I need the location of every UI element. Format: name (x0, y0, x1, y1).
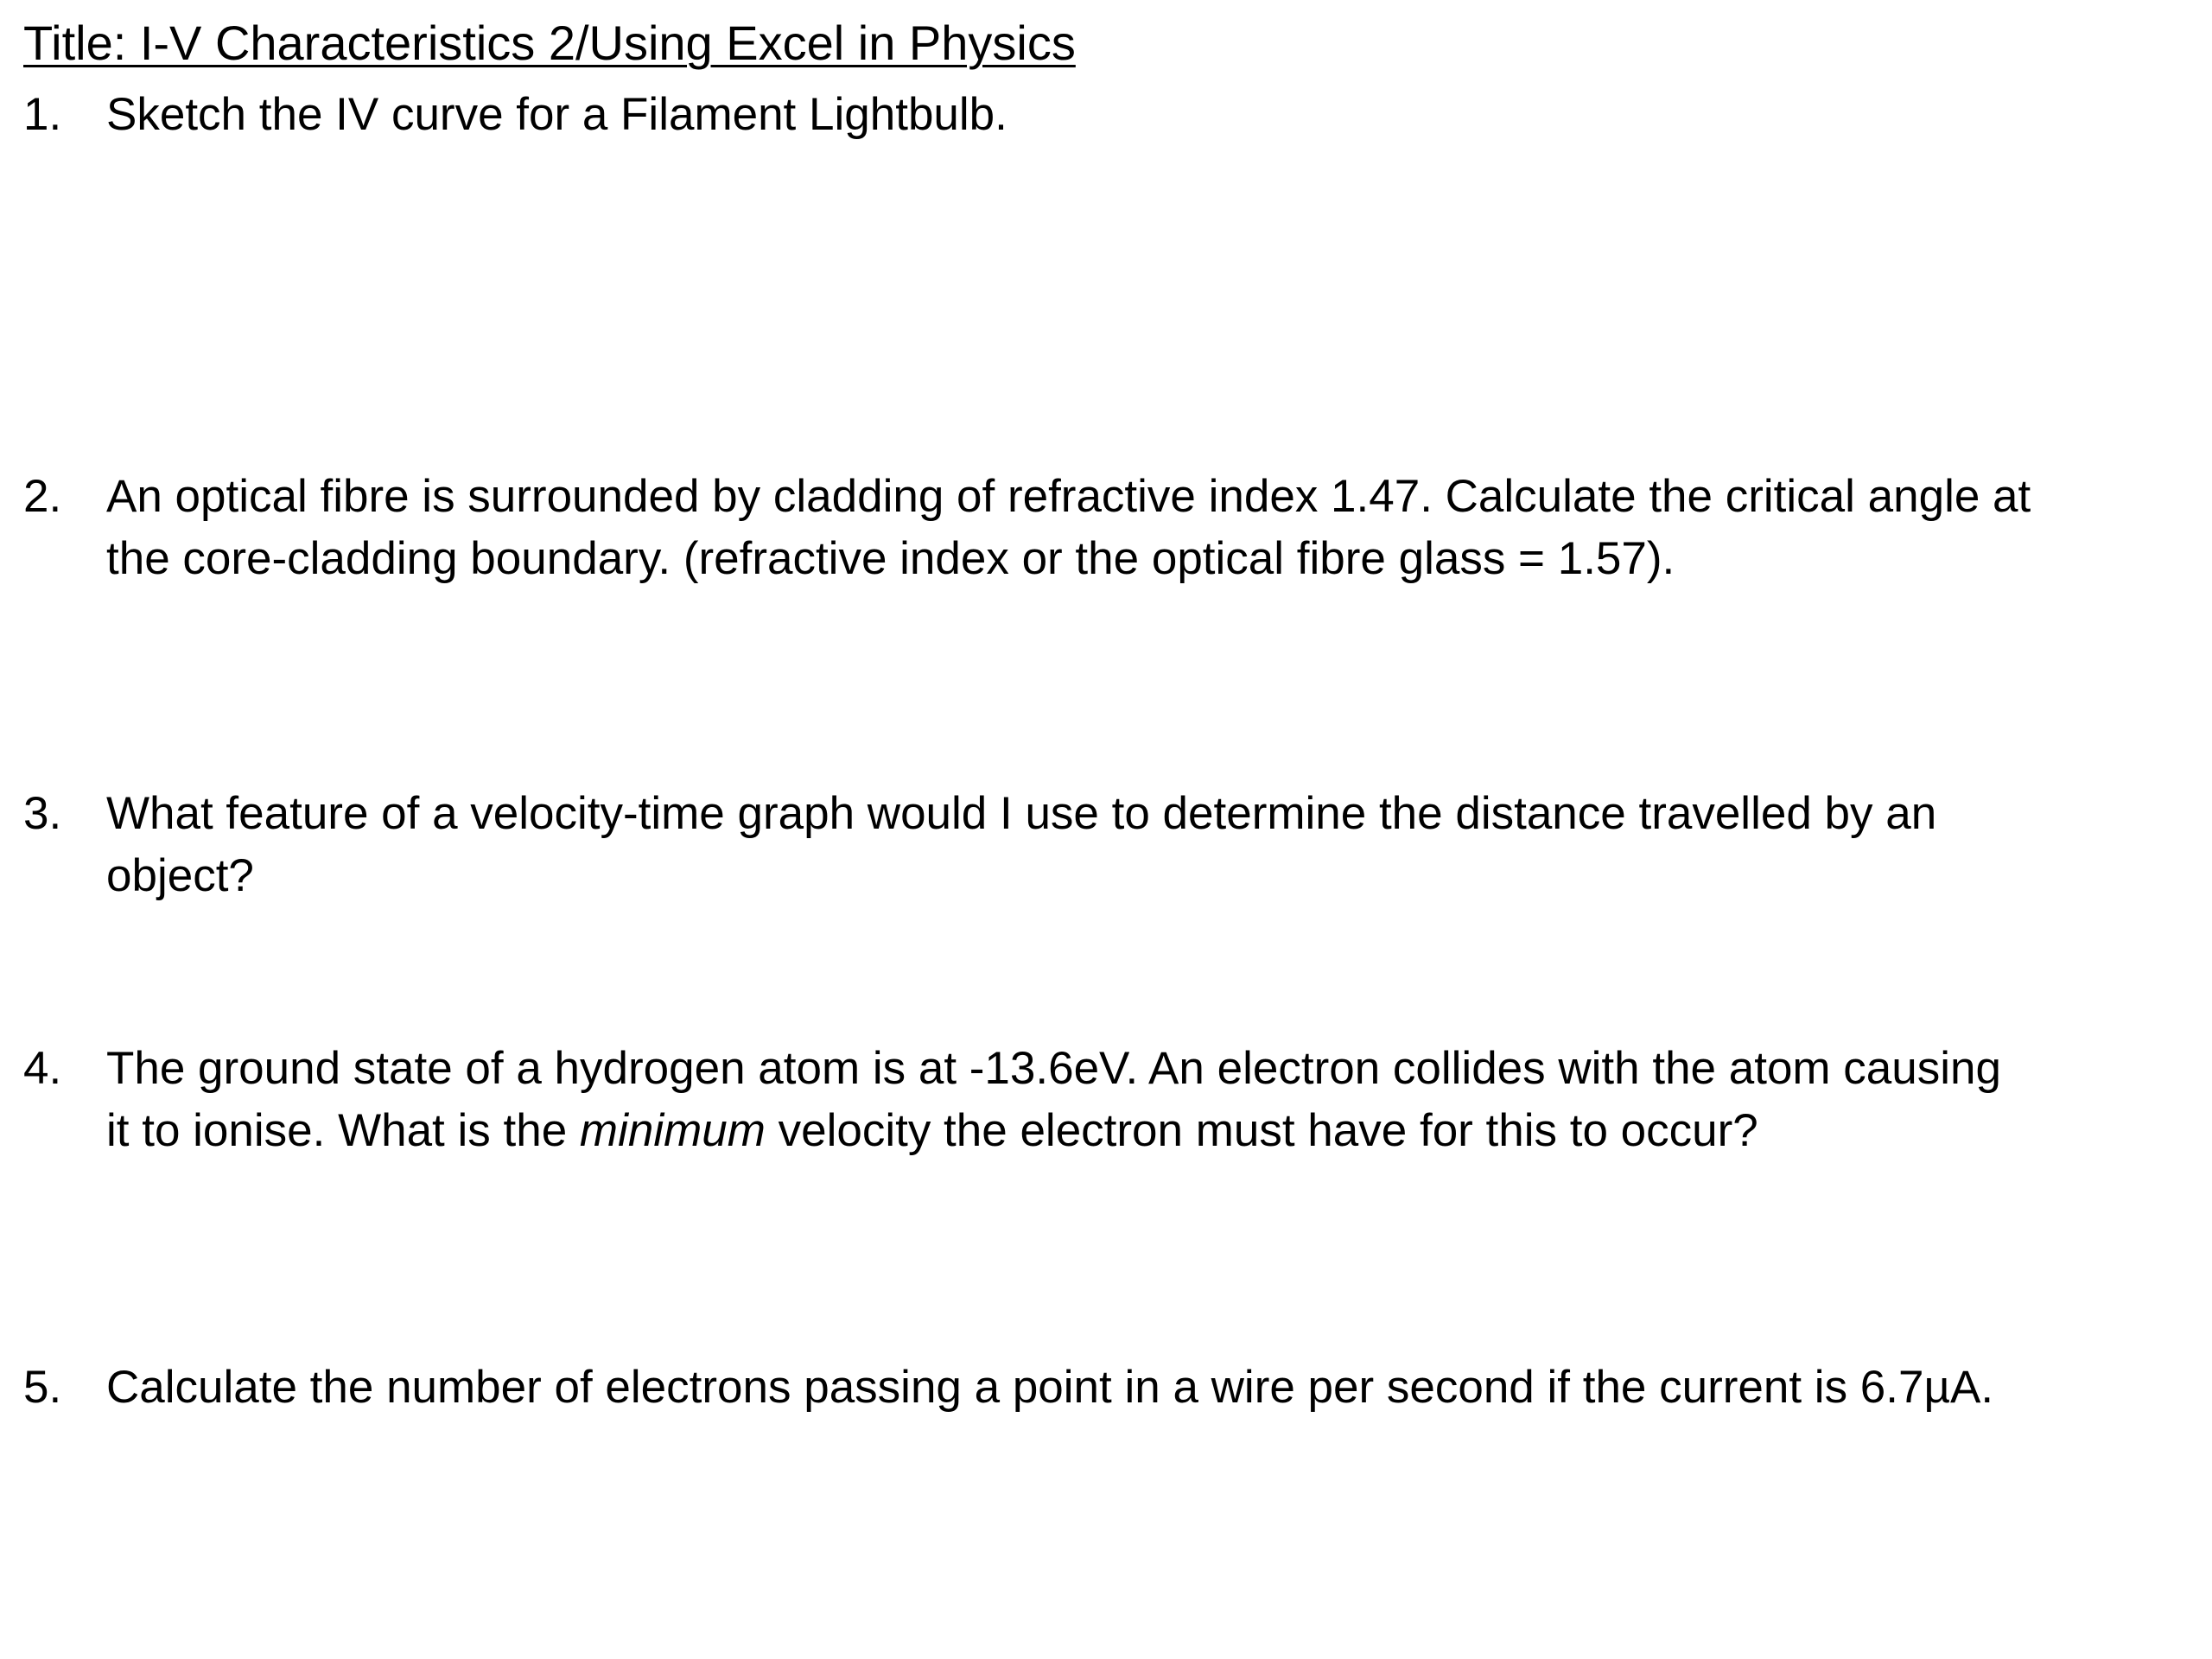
question-3 (23, 783, 2183, 907)
question-number: 1. (23, 89, 62, 140)
question-2 (23, 466, 2183, 590)
question-text-line-2: the core-cladding boundary. (refractive index or the optical fibre glass = 1.57). (106, 533, 1675, 584)
question-text-line-1: What feature of a velocity-time graph would I use to determine the distance travelled by an (106, 788, 1937, 839)
question-number: 2. (23, 471, 62, 522)
question-text: Sketch the IV curve for a Filament Lightbulb. (106, 89, 1007, 140)
page-title: Title: I-V Characteristics 2/Using Excel in Physics (23, 16, 1076, 70)
question-text-line-1: An optical fibre is surrounded by cladding of refractive index 1.47. Calculate the critical angle at (106, 471, 2031, 522)
question-number: 4. (23, 1043, 62, 1094)
emphasized-word: minimum (579, 1105, 766, 1156)
question-number: 5. (23, 1362, 62, 1413)
question-text-line-2: object? (106, 850, 254, 901)
question-text-line-2 (106, 1100, 2183, 1162)
question-5 (23, 1357, 2183, 1419)
question-number: 3. (23, 788, 62, 839)
question-text-segment: it to ionise. What is the (106, 1105, 580, 1156)
question-text-line-1: The ground state of a hydrogen atom is at -13.6eV. An electron collides with the atom causing (106, 1043, 2001, 1094)
question-text: Calculate the number of electrons passing a point in a wire per second if the current is 6.7µA. (106, 1362, 1994, 1413)
question-1 (23, 84, 2183, 146)
question-4 (23, 1038, 2183, 1162)
question-text-segment: velocity the electron must have for this to occur? (765, 1105, 1758, 1156)
